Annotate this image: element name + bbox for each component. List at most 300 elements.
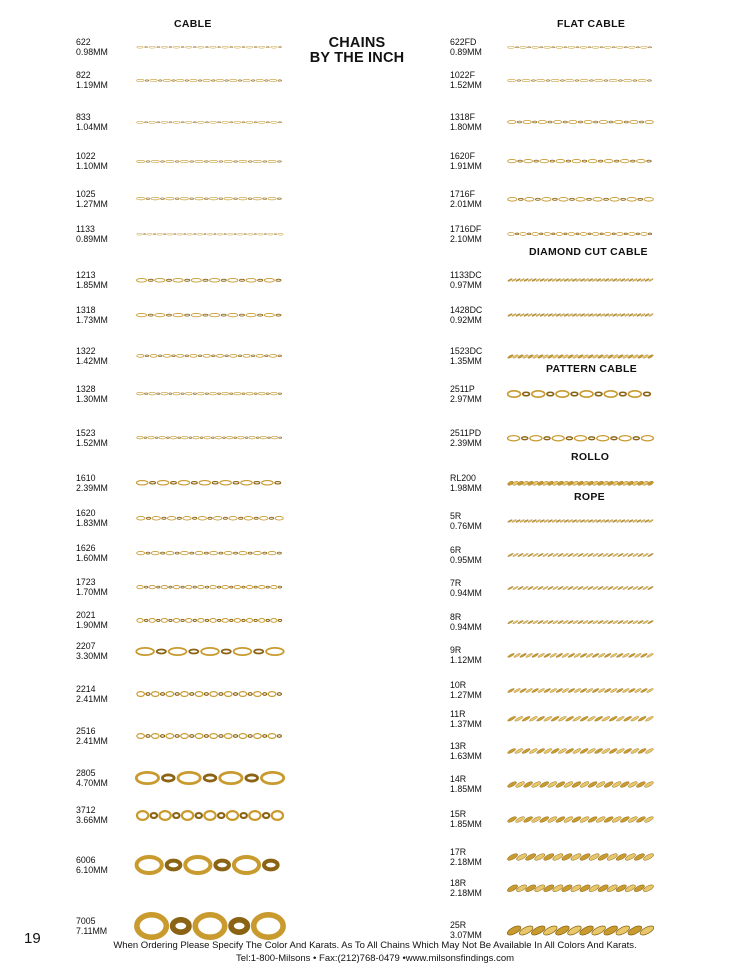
chain-link bbox=[210, 198, 218, 201]
chain-link bbox=[203, 279, 208, 281]
chain-link bbox=[219, 160, 223, 161]
chain-size: 2.39MM bbox=[76, 483, 108, 493]
chain-code: 17R bbox=[450, 847, 467, 857]
chain-link bbox=[178, 772, 200, 783]
chain-link bbox=[173, 920, 189, 932]
chain-link bbox=[544, 46, 551, 48]
chain-link bbox=[219, 552, 223, 554]
chain-link bbox=[203, 355, 210, 358]
chain-link bbox=[185, 314, 190, 316]
chain-link bbox=[523, 120, 531, 123]
chain-link bbox=[624, 883, 636, 892]
chain-link bbox=[595, 780, 606, 788]
chain-link bbox=[507, 815, 518, 823]
chain-link bbox=[627, 197, 636, 201]
chain-link bbox=[177, 233, 183, 235]
chain-size: 1.90MM bbox=[76, 620, 108, 630]
chain-link bbox=[584, 120, 592, 123]
chain-link bbox=[544, 232, 551, 235]
chain-link bbox=[136, 772, 158, 783]
chain-link bbox=[155, 437, 158, 438]
chain-link bbox=[527, 233, 530, 235]
chain-link bbox=[175, 552, 179, 554]
chain-link bbox=[524, 159, 533, 162]
chain-link bbox=[150, 482, 156, 484]
chain-link bbox=[600, 46, 603, 47]
chain-label bbox=[450, 384, 482, 404]
chain-link bbox=[249, 437, 255, 440]
chain-link bbox=[181, 734, 189, 739]
chain-link bbox=[534, 883, 546, 892]
chain-link bbox=[204, 811, 215, 820]
chain-link bbox=[193, 586, 196, 588]
chain-link bbox=[137, 516, 145, 520]
chain-link bbox=[636, 815, 647, 823]
chain-code: 10R bbox=[450, 680, 467, 690]
chain-link bbox=[620, 780, 631, 788]
chain-link bbox=[604, 232, 611, 235]
chain-link bbox=[144, 619, 147, 621]
chain-link bbox=[518, 198, 523, 200]
chain-link bbox=[198, 516, 206, 520]
chain-link bbox=[263, 813, 269, 818]
chain-code: 1716F bbox=[450, 189, 475, 199]
chain-link bbox=[152, 516, 160, 520]
chain-label bbox=[450, 680, 482, 700]
chain-link bbox=[550, 748, 559, 755]
chain-link bbox=[556, 46, 563, 48]
chain-link bbox=[210, 313, 220, 316]
chain-link bbox=[587, 198, 592, 200]
chain-link bbox=[173, 46, 180, 48]
chain-link bbox=[548, 121, 552, 123]
chain-link bbox=[198, 355, 202, 357]
chain-link bbox=[149, 121, 156, 123]
chain-size: 0.89MM bbox=[76, 234, 108, 244]
chain-size: 1.60MM bbox=[76, 553, 108, 563]
chain-image-622fd bbox=[508, 46, 653, 49]
chain-link bbox=[523, 392, 530, 396]
chain-link bbox=[551, 79, 559, 81]
chain-link bbox=[552, 435, 564, 440]
chain-link bbox=[151, 692, 159, 697]
chain-link bbox=[522, 437, 528, 440]
chain-label bbox=[76, 384, 108, 404]
chain-link bbox=[220, 772, 242, 783]
chain-link bbox=[162, 517, 166, 519]
chain-link bbox=[159, 811, 170, 820]
chain-link bbox=[177, 517, 181, 519]
chain-code: 13R bbox=[450, 741, 467, 751]
chain-link bbox=[234, 552, 238, 554]
chain-link bbox=[610, 197, 619, 201]
chain-label bbox=[76, 641, 108, 661]
chain-link bbox=[518, 160, 523, 162]
chain-link bbox=[578, 924, 594, 937]
chain-size: 0.89MM bbox=[450, 47, 482, 57]
chain-link bbox=[201, 647, 219, 654]
chain-link bbox=[575, 79, 579, 80]
chain-link bbox=[597, 883, 609, 892]
chain-link bbox=[532, 391, 545, 397]
chain-link bbox=[561, 852, 573, 861]
chain-link bbox=[559, 197, 568, 201]
chain-link bbox=[578, 121, 582, 123]
chain-link bbox=[166, 734, 174, 739]
chain-size: 1.70MM bbox=[76, 587, 108, 597]
chain-code: 25R bbox=[450, 920, 467, 930]
chain-link bbox=[566, 924, 582, 937]
chain-link bbox=[157, 586, 160, 588]
chain-size: 1.12MM bbox=[450, 655, 482, 665]
chain-code: 2214 bbox=[76, 684, 96, 694]
chain-size: 2.18MM bbox=[450, 888, 482, 898]
chain-code: 1723 bbox=[76, 577, 96, 587]
chain-link bbox=[647, 480, 654, 486]
chain-link bbox=[620, 159, 629, 162]
chain-link bbox=[195, 915, 224, 937]
chain-image-7r bbox=[508, 587, 653, 589]
chain-image-3712 bbox=[137, 810, 283, 821]
chain-link bbox=[171, 482, 177, 484]
chain-size: 2.39MM bbox=[450, 438, 482, 448]
chain-link bbox=[645, 120, 653, 123]
chain-image-1620f bbox=[508, 159, 653, 163]
chain-link bbox=[190, 735, 194, 738]
chain-link bbox=[186, 618, 192, 622]
chain-link bbox=[628, 391, 641, 397]
chain-link bbox=[572, 159, 581, 162]
chain-link bbox=[624, 46, 627, 47]
chain-link bbox=[222, 46, 229, 48]
chain-link bbox=[219, 198, 223, 199]
chain-link bbox=[167, 861, 181, 870]
section-title-cable: CABLE bbox=[174, 18, 212, 30]
chain-link bbox=[603, 924, 619, 937]
chain-link bbox=[151, 198, 159, 201]
chain-link bbox=[612, 233, 615, 235]
footer-contact-info: Tel:1-800-Milsons • Fax:(212)768-0479 •www.milsonsfindings.com bbox=[235, 953, 515, 964]
chain-link bbox=[211, 437, 214, 438]
chain-link bbox=[222, 121, 229, 123]
chain-link bbox=[593, 197, 602, 201]
chain-link bbox=[228, 313, 238, 316]
chain-link bbox=[157, 46, 160, 47]
chain-link bbox=[219, 735, 223, 738]
chain-link bbox=[507, 852, 519, 861]
chain-link bbox=[192, 517, 196, 519]
chain-link bbox=[525, 197, 534, 201]
chain-image-9r bbox=[508, 654, 653, 657]
chain-link bbox=[215, 437, 221, 440]
chain-size: 1.85MM bbox=[76, 280, 108, 290]
chain-link bbox=[550, 160, 555, 162]
chain-link bbox=[515, 233, 518, 235]
chain-code: 1318 bbox=[76, 305, 96, 315]
chain-label bbox=[450, 920, 482, 940]
chain-link bbox=[248, 735, 252, 738]
chain-code: 1626 bbox=[76, 543, 96, 553]
chain-link bbox=[195, 160, 203, 162]
chain-link bbox=[639, 121, 643, 123]
chain-link bbox=[137, 692, 145, 697]
chain-link bbox=[153, 233, 156, 234]
chain-link bbox=[248, 198, 252, 199]
chain-link bbox=[137, 79, 144, 81]
chain-link bbox=[266, 619, 269, 621]
chain-size: 1.19MM bbox=[76, 80, 108, 90]
chain-link bbox=[601, 748, 610, 755]
chain-link bbox=[262, 481, 273, 485]
chain-label bbox=[76, 577, 108, 597]
chain-link bbox=[258, 233, 264, 235]
chain-label bbox=[76, 768, 108, 788]
chain-size: 1.42MM bbox=[76, 356, 108, 366]
chain-link bbox=[190, 693, 194, 696]
chain-link bbox=[173, 121, 180, 123]
chain-size: 1.80MM bbox=[450, 122, 482, 132]
chain-link bbox=[205, 586, 208, 588]
chain-link bbox=[276, 314, 281, 316]
chain-link bbox=[204, 160, 208, 161]
page-title bbox=[300, 36, 414, 66]
chain-link bbox=[636, 233, 639, 235]
chain-link bbox=[185, 355, 189, 357]
chain-link bbox=[270, 121, 277, 123]
chain-link bbox=[552, 233, 555, 235]
chain-link bbox=[579, 780, 590, 788]
chain-image-1523 bbox=[137, 436, 283, 439]
chain-link bbox=[515, 815, 526, 823]
chain-link bbox=[149, 618, 155, 622]
chain-link bbox=[173, 313, 183, 316]
chain-link bbox=[647, 79, 651, 80]
chain-link bbox=[161, 160, 165, 161]
chain-link bbox=[508, 120, 516, 123]
chain-link bbox=[185, 46, 192, 48]
chain-link bbox=[278, 233, 284, 235]
chain-link bbox=[205, 121, 208, 122]
chain-size: 2.97MM bbox=[450, 394, 482, 404]
chain-link bbox=[193, 393, 196, 394]
chain-link bbox=[242, 586, 245, 588]
chain-link bbox=[595, 392, 602, 396]
chain-image-8r bbox=[508, 621, 653, 623]
chain-link bbox=[530, 924, 546, 937]
chain-link bbox=[200, 437, 203, 438]
chain-link bbox=[570, 883, 582, 892]
chain-link bbox=[615, 924, 631, 937]
chain-link bbox=[210, 618, 216, 622]
chain-size: 1.83MM bbox=[76, 518, 108, 528]
chain-code: 1523 bbox=[76, 428, 96, 438]
chain-link bbox=[249, 811, 260, 820]
chain-link bbox=[137, 551, 145, 554]
chain-code: 833 bbox=[76, 112, 91, 122]
chain-size: 4.70MM bbox=[76, 778, 108, 788]
chain-link bbox=[238, 437, 244, 440]
chain-label bbox=[450, 645, 482, 665]
chain-link bbox=[508, 391, 521, 397]
chain-label bbox=[76, 224, 108, 244]
chain-link bbox=[216, 79, 223, 81]
chain-link bbox=[189, 437, 192, 438]
chain-link bbox=[191, 278, 201, 282]
chain-link bbox=[205, 619, 208, 621]
chain-link bbox=[603, 815, 614, 823]
chain-link bbox=[181, 46, 184, 47]
chain-link bbox=[556, 159, 565, 162]
chain-link bbox=[258, 46, 265, 48]
chain-link bbox=[552, 852, 564, 861]
chain-size: 1.52MM bbox=[76, 438, 108, 448]
chain-link bbox=[277, 693, 281, 696]
chain-link bbox=[150, 79, 157, 81]
chain-label bbox=[76, 543, 108, 563]
chain-image-2511p bbox=[508, 390, 653, 398]
chain-link bbox=[185, 857, 210, 873]
chain-link bbox=[553, 120, 561, 123]
chain-link bbox=[180, 160, 188, 162]
chain-link bbox=[258, 121, 265, 123]
chain-link bbox=[172, 79, 176, 80]
chain-link bbox=[191, 482, 197, 484]
chain-link bbox=[568, 46, 575, 48]
chain-link bbox=[251, 355, 255, 357]
chain-link bbox=[193, 121, 196, 122]
chain-code: 622 bbox=[76, 37, 91, 47]
chain-link bbox=[525, 883, 537, 892]
chain-link bbox=[615, 883, 627, 892]
chain-link bbox=[146, 517, 150, 519]
chain-link bbox=[234, 585, 240, 588]
chain-link bbox=[563, 780, 574, 788]
chain-link bbox=[642, 883, 654, 892]
chain-link bbox=[149, 393, 156, 396]
chain-link bbox=[221, 314, 226, 316]
chain-image-622 bbox=[137, 46, 283, 48]
chain-size: 0.94MM bbox=[450, 622, 482, 632]
chain-link bbox=[580, 232, 587, 235]
chain-link bbox=[143, 233, 146, 234]
chain-link bbox=[181, 692, 189, 697]
chain-link bbox=[597, 435, 609, 440]
chain-link bbox=[248, 552, 252, 554]
chain-link bbox=[624, 233, 627, 235]
chain-link bbox=[204, 775, 216, 781]
chain-link bbox=[588, 852, 600, 861]
chain-code: 2511P bbox=[450, 384, 475, 394]
chain-link bbox=[208, 517, 212, 519]
chain-link bbox=[246, 618, 252, 622]
chain-image-17r bbox=[508, 854, 653, 860]
chain-label bbox=[450, 545, 482, 565]
chain-link bbox=[161, 693, 165, 696]
chain-link bbox=[508, 159, 517, 162]
chain-link bbox=[234, 198, 238, 199]
chain-link bbox=[198, 393, 205, 396]
chain-link bbox=[540, 233, 543, 235]
chain-link bbox=[260, 516, 268, 520]
chain-image-15r bbox=[508, 817, 653, 822]
chain-link bbox=[533, 121, 537, 123]
chain-link bbox=[161, 735, 165, 738]
chain-link bbox=[137, 278, 147, 282]
chain-code: 2207 bbox=[76, 641, 96, 651]
chain-size: 0.92MM bbox=[450, 315, 482, 325]
chain-link bbox=[157, 649, 166, 653]
chain-size: 7.11MM bbox=[76, 926, 108, 936]
chain-link bbox=[239, 551, 247, 554]
chain-link bbox=[633, 883, 645, 892]
chain-link bbox=[210, 46, 217, 48]
chain-size: 1.91MM bbox=[450, 161, 482, 171]
chain-link bbox=[263, 735, 267, 738]
chain-size: 1.10MM bbox=[76, 161, 108, 171]
chain-link bbox=[151, 551, 159, 554]
chain-link bbox=[275, 516, 283, 520]
chain-link bbox=[204, 552, 208, 554]
chain-link bbox=[211, 79, 215, 80]
chain-link bbox=[137, 437, 143, 440]
chain-code: 8R bbox=[450, 612, 462, 622]
chain-link bbox=[241, 481, 252, 485]
chain-link bbox=[532, 232, 539, 235]
chain-link bbox=[217, 46, 220, 47]
chain-link bbox=[137, 393, 144, 396]
chain-link bbox=[277, 735, 281, 738]
chain-link bbox=[198, 618, 204, 622]
chain-link bbox=[540, 159, 549, 162]
chain-link bbox=[527, 46, 530, 47]
chain-link bbox=[592, 232, 599, 235]
chain-link bbox=[633, 79, 637, 80]
chain-link bbox=[529, 748, 538, 755]
chain-image-1133dc bbox=[508, 279, 653, 281]
chain-link bbox=[195, 198, 203, 201]
chain-link bbox=[210, 393, 217, 396]
chain-link bbox=[588, 233, 591, 235]
chain-link bbox=[137, 915, 166, 937]
chain-link bbox=[234, 857, 259, 873]
chain-link bbox=[137, 121, 144, 123]
chain-link bbox=[256, 437, 259, 438]
chain-link bbox=[508, 46, 515, 48]
chain-link bbox=[137, 618, 143, 622]
chain-link bbox=[230, 79, 237, 81]
chain-link bbox=[204, 735, 208, 738]
chain-link bbox=[569, 120, 577, 123]
chain-link bbox=[531, 815, 542, 823]
chain-link bbox=[274, 233, 277, 234]
chain-link bbox=[161, 46, 168, 48]
chain-link bbox=[230, 121, 233, 122]
chain-size: 1.98MM bbox=[450, 483, 482, 493]
chain-label bbox=[450, 189, 482, 209]
chain-link bbox=[508, 232, 515, 235]
chain-link bbox=[571, 780, 582, 788]
chain-code: 1213 bbox=[76, 270, 96, 280]
chain-image-1620 bbox=[137, 516, 283, 521]
chain-link bbox=[543, 748, 552, 755]
chain-link bbox=[580, 391, 593, 397]
chain-link bbox=[234, 393, 241, 396]
chain-label bbox=[450, 709, 482, 729]
chain-link bbox=[166, 279, 171, 281]
chain-link bbox=[210, 585, 216, 588]
chain-link bbox=[636, 46, 639, 47]
chain-link bbox=[146, 160, 150, 161]
